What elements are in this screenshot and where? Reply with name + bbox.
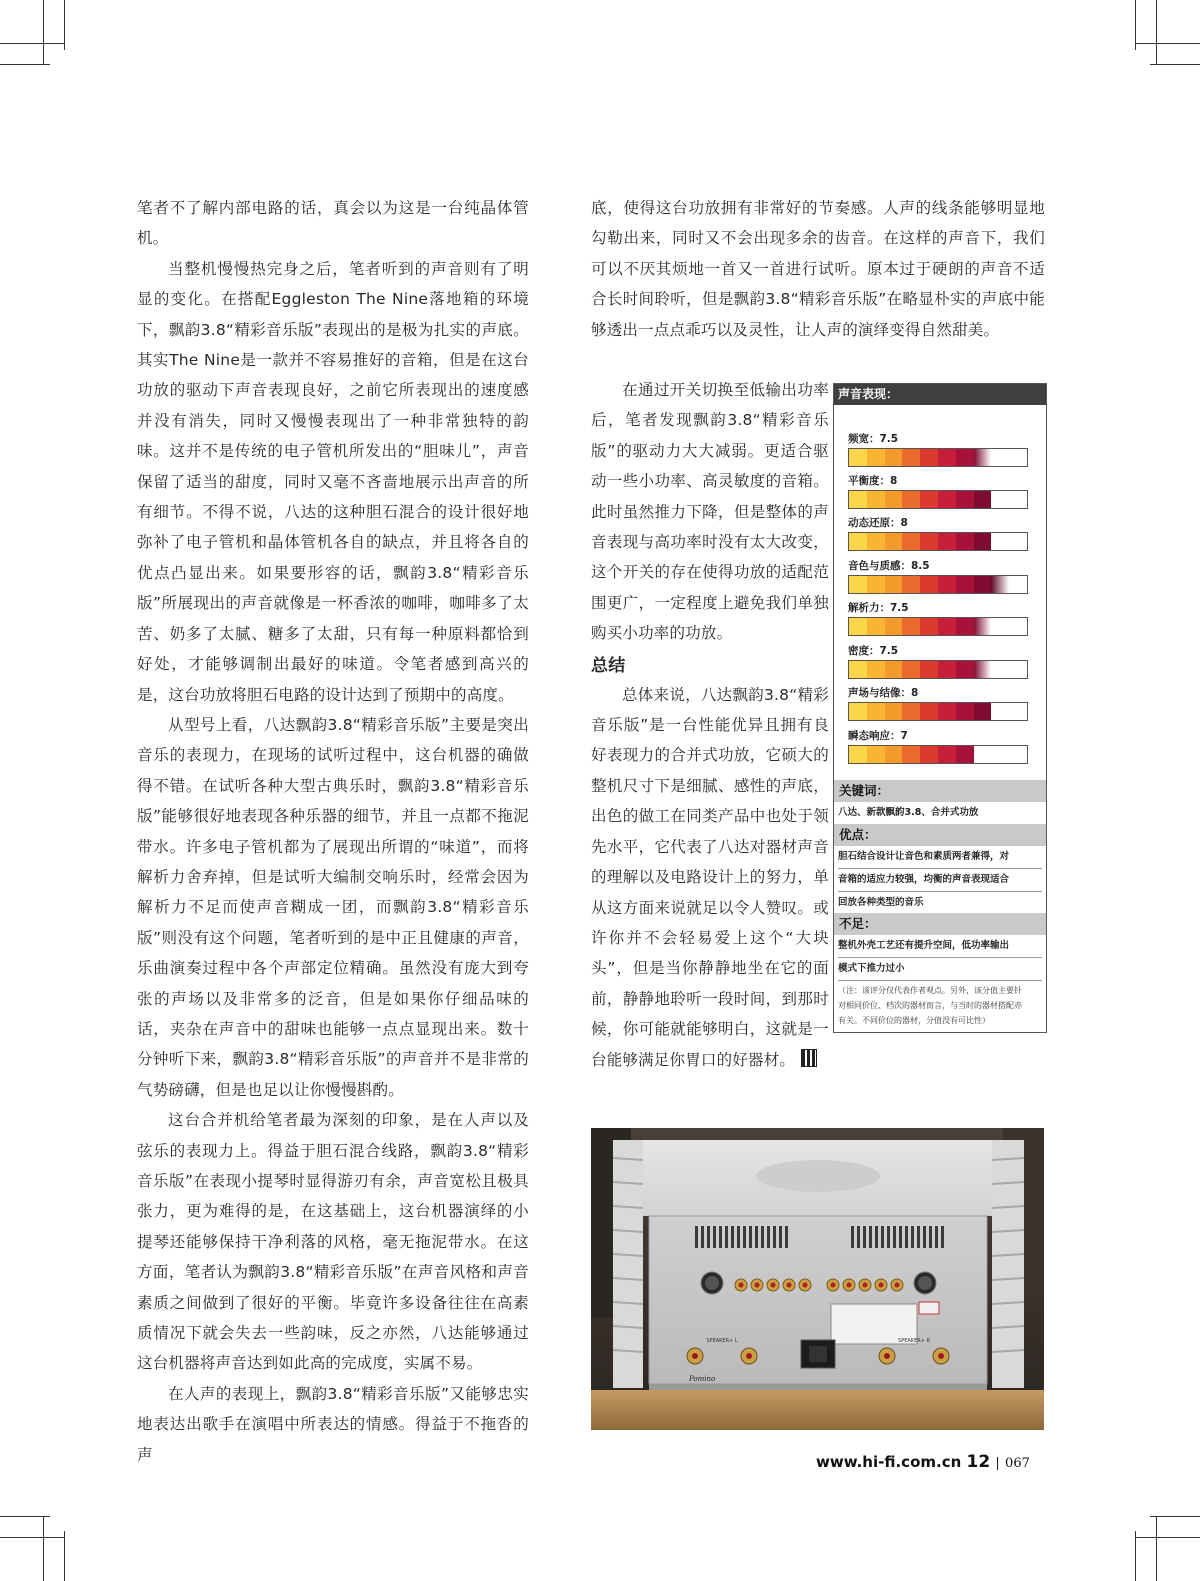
summary-heading: 总结 <box>591 655 626 676</box>
article-paragraph: 从型号上看，八达飘韵3.8“精彩音乐版”主要是突出音乐的表现力，在现场的试听过程中，这台机器的确做得不错。在试听各种大型古典乐时，飘韵3.8“精彩音乐版”能够很好地表现各种乐器的细节，并且一点都不拖泥带水。许多电子管机都为了展现出所谓的“味道”，而将解析力舍弃掉，但是试听大编制交响乐时，经常会因为解析力不足而使声音糊成一团，而飘韵3.8“精彩音乐版”则没有这个问题，笔者听到的是中正且健康的声音，乐曲演奏过程中各个声部定位精确。虽然没有庞大到夸张的声场以及非常多的泛音，但是如果你仔细品味的话，夹杂在声音中的甜味也能够一点点显现出来。数十分钟听下来，飘韵3.8“精彩音乐版”的声音并不是非常的气势磅礴，但是也足以让你慢慢斟酌。 <box>137 715 529 1099</box>
article-paragraph: 这台合并机给笔者最为深刻的印象，是在人声以及弦乐的表现力上。得益于胆石混合线路，飘韵3.8“精彩音乐版”在表现小提琴时显得游刃有余，声音宽松且极具张力，更为难得的是，在这基础上，这台机器演绎的小提琴还能够保持干净利落的风格，毫无拖泥带水。在这方面，笔者认为飘韵3.8“精彩音乐版”在声音风格和声音素质之间做到了很好的平衡。毕竟许多设备往往在高素质情况下就会失去一些韵味，反之亦然，八达能够通过这台机器将声音达到如此高的完成度，实属不易。 <box>137 1111 529 1373</box>
rating-segment <box>885 533 903 550</box>
rating-segment <box>938 746 956 763</box>
pros-line: 音箱的适应力较强，均衡的声音表现适合 <box>838 869 1042 892</box>
crop-mark <box>1135 1537 1200 1538</box>
summary-paragraph <box>591 680 829 1075</box>
rating-segment <box>956 449 974 466</box>
article-right-column-narrow <box>591 375 829 1075</box>
rating-segment <box>920 533 938 550</box>
rating-segment <box>902 618 920 635</box>
rating-segment <box>902 703 920 720</box>
rating-segment <box>956 746 974 763</box>
crop-mark <box>1135 43 1200 44</box>
rating-segment <box>885 449 903 466</box>
article-paragraph: 在人声的表现上，飘韵3.8“精彩音乐版”又能够忠实地表达出歌手在演唱中所表达的情感。得益于不拖沓的声 <box>137 1384 529 1464</box>
crop-mark <box>1135 1531 1136 1581</box>
crop-mark <box>0 1537 65 1538</box>
sound-score-box <box>833 383 1047 1033</box>
rating-item <box>848 644 1028 679</box>
brand-label: Pomino <box>689 1375 716 1383</box>
article-paragraph: 笔者不了解内部电路的话，真会以为这是一台纯晶体管机。 <box>137 199 529 248</box>
rating-segment <box>974 661 992 678</box>
right-heatsink <box>992 1140 1024 1388</box>
pros-title: 优点： <box>834 824 1046 846</box>
rating-segment <box>920 491 938 508</box>
article-left-column <box>137 193 529 1470</box>
crop-mark <box>1150 64 1200 65</box>
rating-segment <box>867 618 885 635</box>
crop-mark <box>1156 1516 1157 1581</box>
cons-line: 模式下推力过小 <box>838 958 1042 981</box>
rating-label: 密度：7.5 <box>848 645 899 657</box>
note-line: 有关。不同价位的器材，分值没有可比性） <box>838 1016 990 1025</box>
rating-segment <box>920 576 938 593</box>
pros-line: 回放各种类型的音乐 <box>838 892 1042 915</box>
speaker-right-label: SPEAKER+ R <box>898 1338 930 1344</box>
rating-segment <box>974 576 992 593</box>
rating-segment <box>902 491 920 508</box>
rating-bar <box>848 745 1028 764</box>
rating-segment <box>902 746 920 763</box>
rating-segment <box>849 533 867 550</box>
rating-segment <box>956 491 974 508</box>
crop-mark <box>43 0 44 65</box>
rating-segment <box>849 618 867 635</box>
rating-item <box>848 474 1028 509</box>
rating-bar <box>848 490 1028 509</box>
rating-segment <box>885 491 903 508</box>
left-heatsink <box>613 1140 643 1388</box>
rating-label: 音色与质感：8.5 <box>848 560 930 572</box>
crop-mark <box>1135 0 1136 50</box>
article-right-column-top <box>591 193 1045 345</box>
rating-segment <box>885 618 903 635</box>
cons-section <box>834 913 1046 981</box>
article-paragraph: 当整机慢慢热完身之后，笔者听到的声音则有了明显的变化。在搭配Eggleston The Nine落地箱的环境下，飘韵3.8“精彩音乐版”表现出的是极为扎实的声底。其实The Nine是一款并不容易推好的音箱，但是在这台功放的驱动下声音表现良好，之前它所表现出的速度感并没有消失，同时又慢慢表现出了一种非常独特的韵味。这并不是传统的电子管机所发出的“胆味儿”，声音保留了适当的甜度，同时又毫不吝啬地展示出声音的所有细节。不得不说，八达的这种胆石混合的设计很好地弥补了电子管机和晶体管机各自的缺点，并且将各自的优点凸显出来。如果要形容的话，飘韵3.8“精彩音乐版”所展现出的声音就像是一杯香浓的咖啡，咖啡多了太苦、奶多了太腻、糖多了太甜，只有每一种原料都恰到好处，才能够调制出最好的味道。令笔者感到高兴的是，这台功放将胆石电路的设计达到了预期中的高度。 <box>137 259 529 704</box>
rating-segment <box>938 533 956 550</box>
keywords-title: 关键词： <box>834 780 1046 802</box>
amplifier-rear-photo <box>591 1128 1044 1430</box>
rating-segment <box>938 491 956 508</box>
crop-mark <box>64 0 65 50</box>
rating-segment <box>938 703 956 720</box>
rating-label: 瞬态响应：7 <box>848 730 908 742</box>
rating-bar <box>848 702 1028 721</box>
rating-segment <box>974 618 992 635</box>
rating-segment <box>938 449 956 466</box>
rating-segment <box>867 746 885 763</box>
rating-segment <box>902 576 920 593</box>
note-line: （注：该评分仅代表作者观点。另外，该分值主要针 <box>838 986 1022 995</box>
rating-segment <box>974 491 992 508</box>
rating-item <box>848 432 1028 467</box>
rating-item <box>848 516 1028 551</box>
crop-mark <box>0 43 65 44</box>
rating-segment <box>849 661 867 678</box>
rating-segment <box>938 661 956 678</box>
crop-mark <box>0 1516 50 1517</box>
rating-segment <box>885 703 903 720</box>
rating-segment <box>867 449 885 466</box>
rating-segment <box>956 618 974 635</box>
rating-segment <box>956 661 974 678</box>
rating-segment <box>849 449 867 466</box>
rating-segment <box>902 661 920 678</box>
crop-mark <box>64 1531 65 1581</box>
page-footer <box>816 1452 1030 1472</box>
score-note <box>834 981 1046 1030</box>
rating-segment <box>867 491 885 508</box>
rating-segment <box>885 746 903 763</box>
rating-segment <box>867 661 885 678</box>
end-mark-icon <box>801 1049 817 1067</box>
rating-segment <box>920 618 938 635</box>
score-box-header: 声音表现： <box>834 384 1046 405</box>
rating-segment <box>849 491 867 508</box>
rating-segment <box>938 618 956 635</box>
crop-mark <box>0 64 50 65</box>
pros-section <box>834 824 1046 915</box>
rating-segment <box>867 576 885 593</box>
rating-segment <box>902 533 920 550</box>
rating-segment <box>974 703 992 720</box>
rating-segment <box>920 661 938 678</box>
rating-segment <box>991 576 1009 593</box>
note-section <box>834 981 1046 1030</box>
crop-mark <box>1150 1516 1200 1517</box>
rating-segment <box>920 703 938 720</box>
crop-mark <box>43 1516 44 1581</box>
rating-segment <box>974 449 992 466</box>
page-number: 067 <box>1005 1456 1030 1471</box>
site-url: www.hi-fi.com.cn <box>816 1453 962 1471</box>
rating-segment <box>902 449 920 466</box>
crop-mark <box>1156 0 1157 65</box>
rating-label: 平衡度：8 <box>848 475 898 487</box>
note-line: 对相同价位、档次的器材而言，与当时的器材搭配亦 <box>838 1001 1022 1010</box>
cons-title: 不足： <box>834 913 1046 935</box>
rating-segment <box>956 576 974 593</box>
rating-label: 解析力：7.5 <box>848 602 909 614</box>
keywords-section <box>834 780 1046 824</box>
article-paragraph: 底，使得这台功放拥有非常好的节奏感。人声的线条能够明显地勾勒出来，同时又不会出现多余的齿音。在这样的声音下，我们可以不厌其烦地一首又一首进行试听。原本过于硬朗的声音不适合长时间聆听，但是飘韵3.8“精彩音乐版”在略显朴实的声底中能够透出一点点乖巧以及灵性，让人声的演绎变得自然甜美。 <box>591 199 1045 339</box>
rating-segment <box>849 576 867 593</box>
rating-item <box>848 686 1028 721</box>
rating-segment <box>920 746 938 763</box>
rating-item <box>848 729 1028 764</box>
pros-line: 胆石结合设计让音色和素质两者兼得，对 <box>838 846 1042 869</box>
rating-segment <box>938 576 956 593</box>
rating-segment <box>956 533 974 550</box>
keywords-text: 八达、新款飘韵3.8、合并式功放 <box>838 807 979 818</box>
rating-bar <box>848 575 1028 594</box>
rating-segment <box>867 533 885 550</box>
rating-segment <box>885 576 903 593</box>
rating-segment <box>920 449 938 466</box>
rating-bar <box>848 532 1028 551</box>
rating-segment <box>956 703 974 720</box>
rating-label: 声场与结像：8 <box>848 687 919 699</box>
rating-segment <box>974 533 992 550</box>
speaker-left-label: SPEAKER+ L <box>706 1338 738 1344</box>
summary-text: 总体来说，八达飘韵3.8“精彩音乐版”是一台性能优异且拥有良好表现力的合并式功放，它硕大的整机尺寸下是细腻、感性的声底，出色的做工在同类产品中也处于领先水平，它代表了八达对器材声音的理解以及电路设计上的努力，单从这方面来说就足以令人赞叹。或许你并不会轻易爱上这个“大块头”，但是当你静静地坐在它的面前，静静地聆听一段时间，到那时候，你可能就能够明白，这就是一台能够满足你胃口的好器材。 <box>591 685 829 1069</box>
rating-item <box>848 601 1028 636</box>
rating-bar <box>848 448 1028 467</box>
rating-segment <box>849 703 867 720</box>
article-paragraph: 在通过开关切换至低输出功率后，笔者发现飘韵3.8“精彩音乐版”的驱动力大大减弱。更适合驱动一些小功率、高灵敏度的音箱。此时虽然推力下降，但是整体的声音表现与高功率时没有太大改变，这个开关的存在使得功放的适配范围更广，一定程度上避免我们单独购买小功率的功放。 <box>591 381 829 643</box>
rating-item <box>848 559 1028 594</box>
pros-text <box>834 846 1046 915</box>
footer-separator: | <box>995 1456 1000 1471</box>
rating-segment <box>885 661 903 678</box>
rating-bar <box>848 617 1028 636</box>
rating-label: 动态还原：8 <box>848 517 908 529</box>
rating-segment <box>849 746 867 763</box>
rating-bar <box>848 660 1028 679</box>
rating-label: 频宽：7.5 <box>848 433 899 445</box>
cons-line: 整机外壳工艺还有提升空间，低功率输出 <box>838 935 1042 958</box>
rating-segment <box>867 703 885 720</box>
issue-number: 12 <box>966 1452 991 1472</box>
cons-text <box>834 935 1046 981</box>
amplifier-illustration <box>591 1128 1044 1430</box>
